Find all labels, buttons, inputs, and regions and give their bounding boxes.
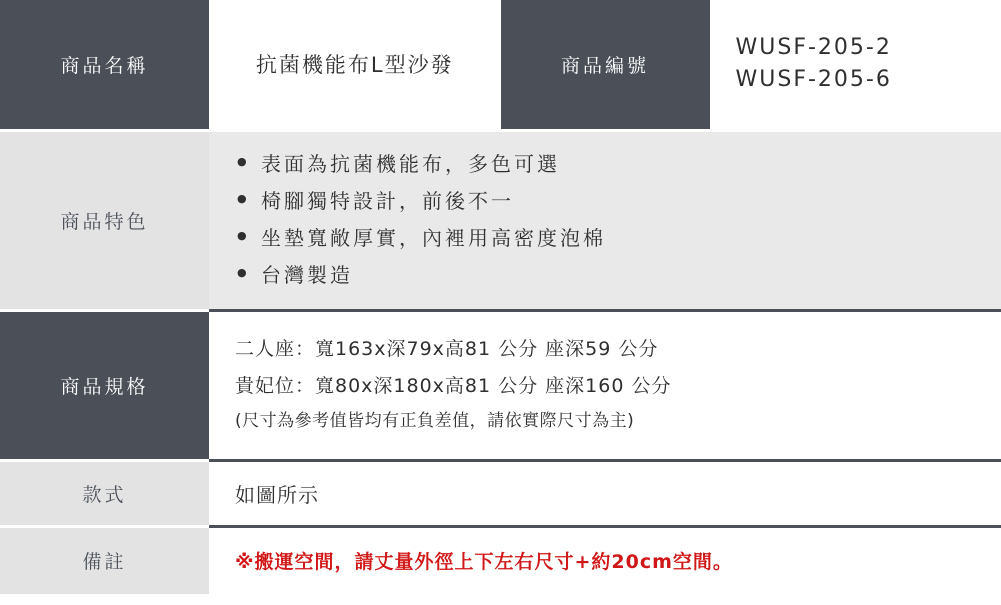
product-code-line-1: WUSF-205-2 bbox=[735, 35, 892, 61]
list-item: ● 坐墊寬敞厚實，內裡用高密度泡棉 bbox=[235, 220, 1001, 257]
row-value-product-code bbox=[710, 0, 1001, 130]
table-row-specification bbox=[0, 310, 1001, 460]
table-row-style bbox=[0, 460, 1001, 526]
row-value-product-name: 抗菌機能布L型沙發 bbox=[209, 0, 501, 130]
product-code-line-2: WUSF-205-6 bbox=[735, 67, 892, 93]
table-row-features bbox=[0, 130, 1001, 310]
spec-line-1: 二人座：寬163x深79x高81 公分 座深59 公分 bbox=[235, 338, 659, 361]
spec-line-2: 貴妃位：寬80x深180x高81 公分 座深160 公分 bbox=[235, 375, 672, 398]
row-value-features bbox=[209, 130, 1001, 310]
table-row-product-name bbox=[0, 0, 1001, 130]
row-label-remark: 備註 bbox=[0, 526, 209, 594]
list-item: ● 表面為抗菌機能布，多色可選 bbox=[235, 146, 1001, 183]
remark-text: ※搬運空間，請丈量外徑上下左右尺寸+約20cm空間。 bbox=[235, 551, 733, 574]
style-text: 如圖所示 bbox=[235, 482, 319, 507]
row-value-specification bbox=[209, 310, 1001, 460]
row-label-style: 款式 bbox=[0, 460, 209, 526]
feature-list bbox=[235, 146, 1001, 294]
table-row-remark bbox=[0, 526, 1001, 594]
row-label-specification: 商品規格 bbox=[0, 310, 209, 460]
row-label-features: 商品特色 bbox=[0, 130, 209, 310]
row-value-remark bbox=[209, 526, 1001, 594]
spec-line-3: (尺寸為參考值皆均有正負差值，請依實際尺寸為主) bbox=[235, 411, 635, 432]
list-item: ● 椅腳獨特設計，前後不一 bbox=[235, 183, 1001, 220]
row-label-product-code: 商品編號 bbox=[501, 0, 710, 130]
row-value-style bbox=[209, 460, 1001, 526]
list-item: ● 台灣製造 bbox=[235, 257, 1001, 294]
row-label-product-name: 商品名稱 bbox=[0, 0, 209, 130]
